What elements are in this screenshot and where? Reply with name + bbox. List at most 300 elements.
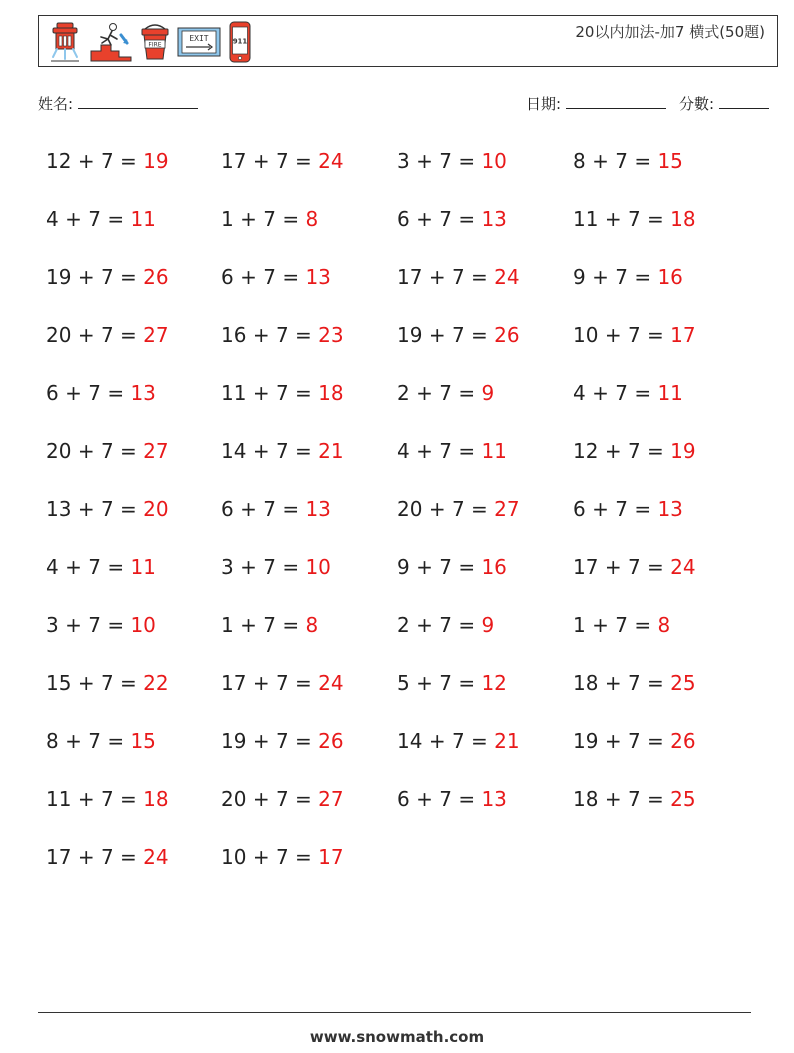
problem-equals: =: [647, 671, 664, 695]
problem-equals: =: [295, 439, 312, 463]
problem-addend-b: 7: [100, 497, 114, 521]
problem-item: [46, 723, 221, 781]
problem-equals: =: [120, 323, 137, 347]
problem-equals: =: [120, 845, 137, 869]
fire-escape-stairs-icon: [89, 21, 133, 63]
problem-addend-b: 7: [275, 845, 289, 869]
problem-addend-a: 13: [46, 497, 72, 521]
problem-addend-a: 12: [46, 149, 72, 173]
problem-item: [573, 723, 749, 781]
problem-addend-b: 7: [275, 439, 289, 463]
problem-equals: =: [282, 497, 300, 521]
problem-item: [573, 607, 749, 665]
problem-answer: 20: [143, 497, 169, 521]
problem-answer: 13: [481, 787, 507, 811]
date-label: 日期:: [526, 95, 562, 113]
footer-divider: [38, 1012, 751, 1013]
problem-addend-b: 7: [451, 323, 465, 347]
problem-operator: +: [416, 207, 433, 231]
problem-addend-b: 7: [627, 207, 641, 231]
problem-equals: =: [282, 613, 300, 637]
problem-equals: =: [634, 265, 652, 289]
problem-addend-b: 7: [439, 439, 452, 463]
exit-sign-icon: [177, 26, 221, 58]
problem-answer: 10: [130, 613, 156, 637]
date-blank[interactable]: [566, 94, 666, 109]
problem-operator: +: [592, 381, 609, 405]
problem-addend-a: 11: [573, 207, 599, 231]
problem-item: [46, 781, 221, 839]
problem-answer: 23: [318, 323, 344, 347]
problem-equals: =: [647, 729, 664, 753]
problem-addend-a: 10: [573, 323, 599, 347]
problem-equals: =: [458, 439, 476, 463]
problem-equals: =: [458, 381, 476, 405]
problem-operator: +: [428, 497, 446, 521]
problem-operator: +: [416, 787, 433, 811]
problem-answer: 13: [305, 265, 331, 289]
problem-answer: 12: [481, 671, 507, 695]
problem-addend-b: 7: [100, 323, 114, 347]
problem-operator: +: [604, 323, 622, 347]
problem-operator: +: [240, 555, 257, 579]
problem-item: [573, 781, 749, 839]
problem-operator: +: [416, 555, 433, 579]
problem-addend-b: 7: [627, 787, 641, 811]
problem-item: [221, 317, 397, 375]
problem-answer: 15: [130, 729, 156, 753]
problem-answer: 24: [494, 265, 520, 289]
problem-equals: =: [295, 149, 312, 173]
problem-operator: +: [416, 439, 433, 463]
problem-addend-b: 7: [439, 555, 452, 579]
problem-addend-a: 14: [221, 439, 247, 463]
problem-addend-b: 7: [100, 845, 114, 869]
problem-addend-a: 17: [397, 265, 423, 289]
problem-operator: +: [77, 149, 95, 173]
problem-addend-a: 8: [46, 729, 59, 753]
problem-addend-a: 19: [221, 729, 247, 753]
problem-item: [397, 201, 573, 259]
problem-addend-a: 6: [397, 207, 410, 231]
problem-addend-b: 7: [263, 613, 276, 637]
problem-equals: =: [107, 555, 125, 579]
fire-hydrant-icon: [47, 21, 83, 63]
problem-operator: +: [604, 787, 622, 811]
problem-operator: +: [77, 845, 95, 869]
problem-addend-b: 7: [263, 265, 276, 289]
problem-answer: 26: [143, 265, 169, 289]
score-label: 分數:: [679, 95, 715, 113]
problem-item: [573, 143, 749, 201]
problem-equals: =: [295, 845, 312, 869]
problem-operator: +: [252, 845, 270, 869]
problem-item: [397, 723, 573, 781]
problem-addend-b: 7: [439, 613, 452, 637]
problem-addend-b: 7: [100, 265, 114, 289]
problem-addend-b: 7: [439, 671, 452, 695]
problem-equals: =: [107, 207, 125, 231]
problem-operator: +: [77, 323, 95, 347]
emergency-phone-icon: [227, 21, 253, 63]
problem-operator: +: [252, 149, 270, 173]
problem-addend-b: 7: [275, 729, 289, 753]
problem-addend-b: 7: [88, 381, 101, 405]
problem-answer: 8: [657, 613, 671, 637]
problem-operator: +: [416, 613, 433, 637]
problem-operator: +: [428, 265, 446, 289]
problem-operator: +: [240, 497, 257, 521]
problem-addend-b: 7: [88, 729, 101, 753]
problem-operator: +: [252, 787, 270, 811]
problem-item: [221, 665, 397, 723]
problem-addend-b: 7: [263, 497, 276, 521]
problem-item: [46, 259, 221, 317]
problem-addend-a: 17: [221, 149, 247, 173]
problem-equals: =: [458, 671, 476, 695]
problem-equals: =: [282, 555, 300, 579]
problem-operator: +: [252, 729, 270, 753]
problem-operator: +: [240, 265, 257, 289]
problem-addend-b: 7: [275, 787, 289, 811]
problem-answer: 17: [670, 323, 696, 347]
problem-addend-a: 2: [397, 613, 410, 637]
problem-addend-a: 11: [221, 381, 247, 405]
problem-operator: +: [77, 265, 95, 289]
problem-addend-b: 7: [100, 671, 114, 695]
problem-item: [221, 259, 397, 317]
problem-operator: +: [592, 265, 609, 289]
exit-sign-label: EXIT: [189, 34, 209, 43]
problem-answer: 10: [305, 555, 331, 579]
problem-addend-a: 15: [46, 671, 72, 695]
problem-addend-b: 7: [88, 207, 101, 231]
problem-item: [397, 781, 573, 839]
problem-item: [573, 201, 749, 259]
problem-addend-a: 19: [397, 323, 423, 347]
problem-addend-b: 7: [627, 729, 641, 753]
problem-addend-b: 7: [275, 323, 289, 347]
problem-item: [397, 607, 573, 665]
problem-equals: =: [634, 613, 652, 637]
problem-item: [397, 491, 573, 549]
problem-answer: 26: [670, 729, 696, 753]
problem-equals: =: [107, 613, 125, 637]
problem-item: [397, 433, 573, 491]
problem-answer: 27: [318, 787, 344, 811]
problem-item: [221, 375, 397, 433]
problem-addend-a: 9: [397, 555, 410, 579]
problem-addend-b: 7: [439, 207, 452, 231]
problem-item: [397, 143, 573, 201]
problem-answer: 19: [143, 149, 169, 173]
problem-addend-a: 20: [221, 787, 247, 811]
problem-addend-a: 4: [46, 555, 59, 579]
problem-item: [221, 201, 397, 259]
problem-item: [221, 549, 397, 607]
problem-answer: 21: [318, 439, 344, 463]
problem-answer: 24: [318, 671, 344, 695]
problem-equals: =: [458, 787, 476, 811]
problem-operator: +: [604, 729, 622, 753]
problem-item: [46, 607, 221, 665]
problem-equals: =: [634, 381, 652, 405]
date-field: [526, 93, 666, 114]
problem-addend-a: 17: [46, 845, 72, 869]
problem-equals: =: [634, 497, 652, 521]
problem-item: [573, 375, 749, 433]
problem-item: [221, 723, 397, 781]
problem-operator: +: [592, 497, 609, 521]
problem-item: [397, 317, 573, 375]
problem-equals: =: [647, 555, 664, 579]
problem-addend-b: 7: [439, 787, 452, 811]
problem-equals: =: [295, 671, 312, 695]
problem-addend-b: 7: [100, 439, 114, 463]
problem-addend-a: 6: [46, 381, 59, 405]
problem-answer: 18: [143, 787, 169, 811]
problem-addend-b: 7: [615, 265, 628, 289]
problem-answer: 25: [670, 671, 696, 695]
problem-answer: 10: [481, 149, 507, 173]
problem-addend-a: 18: [573, 671, 599, 695]
problem-equals: =: [471, 265, 488, 289]
problem-answer: 18: [670, 207, 696, 231]
problem-answer: 17: [318, 845, 344, 869]
problem-addend-b: 7: [100, 149, 114, 173]
problem-item: [46, 433, 221, 491]
problem-addend-a: 6: [221, 497, 234, 521]
problem-addend-a: 12: [573, 439, 599, 463]
problem-answer: 16: [481, 555, 507, 579]
problem-addend-b: 7: [451, 729, 465, 753]
problem-grid: [46, 143, 766, 897]
problem-operator: +: [604, 207, 622, 231]
problem-addend-b: 7: [615, 149, 628, 173]
problem-answer: 19: [670, 439, 696, 463]
problem-operator: +: [77, 787, 95, 811]
problem-equals: =: [282, 265, 300, 289]
problem-answer: 15: [657, 149, 683, 173]
problem-item: [46, 201, 221, 259]
problem-item: [397, 549, 573, 607]
problem-equals: =: [458, 149, 476, 173]
problem-item: [46, 317, 221, 375]
problem-addend-a: 11: [46, 787, 72, 811]
problem-item: [46, 143, 221, 201]
problem-addend-a: 6: [573, 497, 586, 521]
problem-equals: =: [647, 439, 664, 463]
problem-addend-a: 5: [397, 671, 410, 695]
problem-answer: 24: [143, 845, 169, 869]
problem-addend-a: 20: [46, 439, 72, 463]
problem-item: [573, 259, 749, 317]
problem-addend-a: 2: [397, 381, 410, 405]
problem-answer: 11: [130, 207, 156, 231]
problem-operator: +: [240, 613, 257, 637]
problem-addend-a: 3: [46, 613, 59, 637]
problem-equals: =: [647, 787, 664, 811]
problem-answer: 8: [305, 207, 319, 231]
problem-item: [573, 491, 749, 549]
problem-operator: +: [77, 671, 95, 695]
problem-equals: =: [458, 613, 476, 637]
problem-item: [221, 839, 397, 897]
problem-answer: 8: [305, 613, 319, 637]
problem-addend-a: 4: [397, 439, 410, 463]
problem-answer: 13: [657, 497, 683, 521]
problem-addend-b: 7: [100, 787, 114, 811]
problem-equals: =: [295, 381, 312, 405]
problem-item: [573, 433, 749, 491]
problem-answer: 22: [143, 671, 169, 695]
problem-operator: +: [428, 323, 446, 347]
problem-addend-b: 7: [263, 207, 276, 231]
problem-equals: =: [120, 439, 137, 463]
problem-operator: +: [65, 729, 82, 753]
problem-operator: +: [416, 149, 433, 173]
problem-operator: +: [65, 613, 82, 637]
problem-answer: 11: [657, 381, 683, 405]
problem-addend-a: 4: [46, 207, 59, 231]
problem-addend-a: 1: [221, 613, 234, 637]
problem-equals: =: [471, 729, 488, 753]
problem-operator: +: [604, 671, 622, 695]
worksheet-title: 20以内加法-加7 横式(50題): [575, 23, 765, 41]
problem-operator: +: [65, 555, 82, 579]
problem-operator: +: [252, 439, 270, 463]
problem-addend-b: 7: [451, 497, 465, 521]
problem-equals: =: [295, 729, 312, 753]
problem-addend-a: 4: [573, 381, 586, 405]
problem-addend-b: 7: [451, 265, 465, 289]
problem-answer: 13: [130, 381, 156, 405]
problem-addend-b: 7: [615, 497, 628, 521]
problem-item: [221, 781, 397, 839]
problem-addend-b: 7: [439, 149, 452, 173]
problem-addend-a: 14: [397, 729, 423, 753]
problem-answer: 25: [670, 787, 696, 811]
problem-addend-a: 8: [573, 149, 586, 173]
problem-answer: 24: [318, 149, 344, 173]
problem-addend-b: 7: [275, 671, 289, 695]
score-field: [679, 93, 769, 114]
problem-addend-a: 3: [397, 149, 410, 173]
problem-equals: =: [120, 265, 137, 289]
problem-addend-a: 19: [46, 265, 72, 289]
problem-addend-b: 7: [88, 555, 101, 579]
problem-operator: +: [240, 207, 257, 231]
problem-answer: 16: [657, 265, 683, 289]
problem-answer: 11: [481, 439, 507, 463]
problem-answer: 13: [305, 497, 331, 521]
problem-addend-a: 17: [221, 671, 247, 695]
problem-item: [397, 259, 573, 317]
problem-operator: +: [77, 497, 95, 521]
problem-addend-a: 20: [46, 323, 72, 347]
fire-bucket-icon: [139, 21, 171, 63]
problem-addend-b: 7: [275, 381, 289, 405]
problem-answer: 9: [481, 381, 495, 405]
problem-equals: =: [107, 381, 125, 405]
problem-addend-a: 6: [397, 787, 410, 811]
problem-operator: +: [252, 381, 270, 405]
problem-item: [221, 143, 397, 201]
problem-equals: =: [282, 207, 300, 231]
problem-item: [573, 317, 749, 375]
problem-item: [46, 665, 221, 723]
problem-addend-b: 7: [615, 381, 628, 405]
problem-item: [397, 375, 573, 433]
problem-equals: =: [647, 323, 664, 347]
fire-bucket-label: FIRE: [148, 41, 162, 49]
problem-addend-b: 7: [275, 149, 289, 173]
problem-answer: 27: [143, 439, 169, 463]
problem-equals: =: [458, 207, 476, 231]
problem-addend-a: 1: [573, 613, 586, 637]
worksheet-header: [38, 15, 778, 67]
problem-addend-b: 7: [627, 671, 641, 695]
problem-addend-b: 7: [627, 555, 641, 579]
problem-item: [221, 607, 397, 665]
problem-addend-a: 1: [221, 207, 234, 231]
problem-equals: =: [107, 729, 125, 753]
problem-operator: +: [592, 613, 609, 637]
problem-addend-a: 19: [573, 729, 599, 753]
problem-operator: +: [65, 207, 82, 231]
problem-equals: =: [120, 671, 137, 695]
problem-item: [46, 491, 221, 549]
problem-equals: =: [120, 497, 137, 521]
footer-url: www.snowmath.com: [309, 1028, 485, 1046]
problem-operator: +: [604, 555, 622, 579]
problem-answer: 26: [318, 729, 344, 753]
name-blank[interactable]: [78, 94, 198, 109]
problem-answer: 18: [318, 381, 344, 405]
problem-equals: =: [647, 207, 664, 231]
name-label: 姓名:: [38, 95, 74, 113]
problem-equals: =: [120, 149, 137, 173]
problem-addend-b: 7: [439, 381, 452, 405]
problem-item: [397, 665, 573, 723]
header-icons: [47, 20, 253, 64]
problem-answer: 13: [481, 207, 507, 231]
problem-answer: 26: [494, 323, 520, 347]
problem-addend-a: 18: [573, 787, 599, 811]
problem-item: [46, 375, 221, 433]
problem-operator: +: [65, 381, 82, 405]
problem-addend-a: 16: [221, 323, 247, 347]
problem-addend-b: 7: [627, 323, 641, 347]
problem-addend-a: 20: [397, 497, 423, 521]
problem-operator: +: [592, 149, 609, 173]
problem-answer: 27: [494, 497, 520, 521]
name-field: [38, 93, 198, 114]
problem-item: [573, 665, 749, 723]
problem-equals: =: [471, 323, 488, 347]
problem-item: [46, 839, 221, 897]
problem-operator: +: [77, 439, 95, 463]
score-blank[interactable]: [719, 94, 769, 109]
problem-answer: 21: [494, 729, 520, 753]
problem-addend-a: 3: [221, 555, 234, 579]
problem-answer: 24: [670, 555, 696, 579]
problem-equals: =: [120, 787, 137, 811]
phone-label: 911: [232, 37, 248, 46]
problem-equals: =: [295, 323, 312, 347]
problem-item: [221, 433, 397, 491]
problem-equals: =: [458, 555, 476, 579]
